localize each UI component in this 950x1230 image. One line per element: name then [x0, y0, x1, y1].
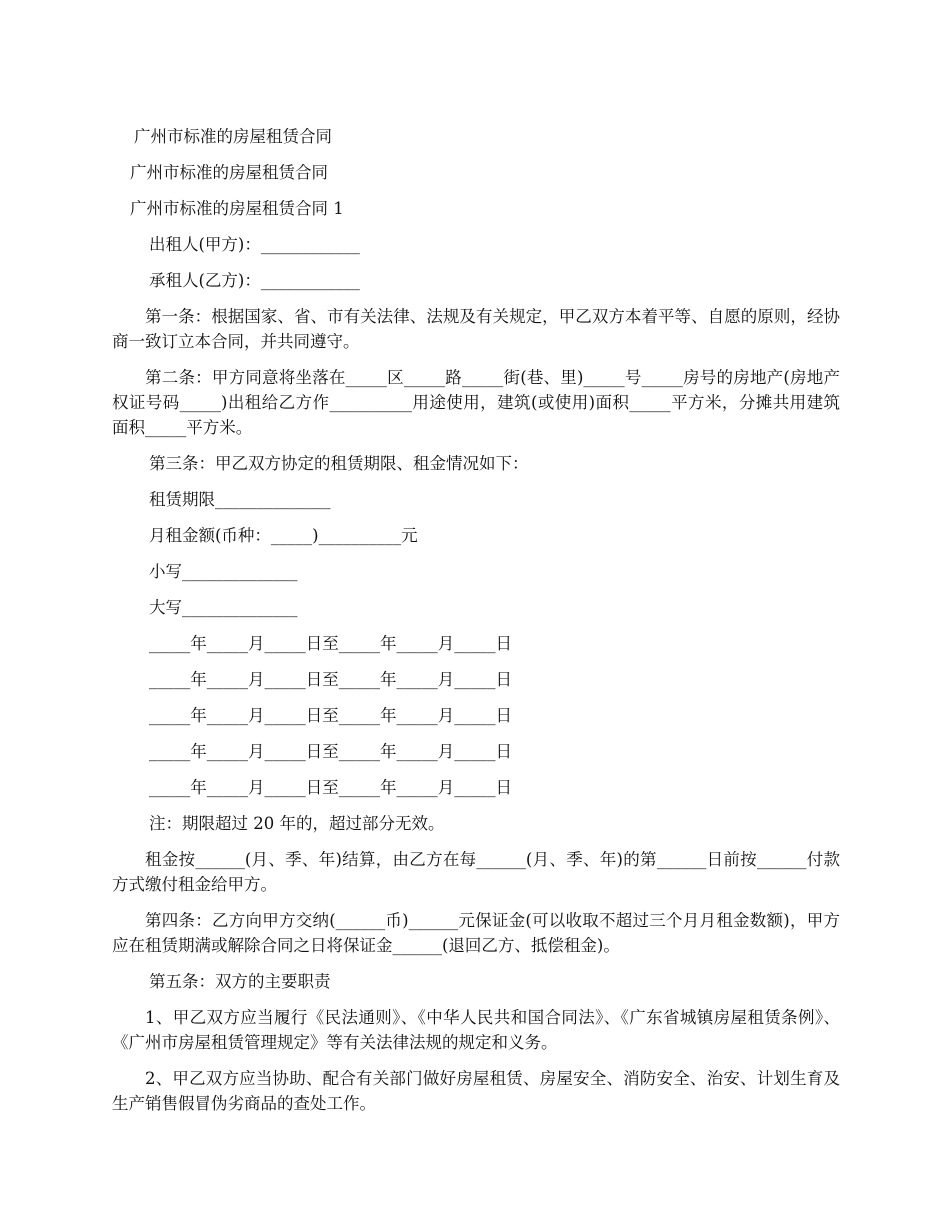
article-4: 第四条：乙方向甲方交纳(______币)______元保证金(可以收取不超过三个月月租金数额)，甲方应在租赁期满或解除合同之日将保证金______(退回乙方、抵偿租金)。 [112, 911, 840, 955]
document-title-3: 广州市标准的房屋租赁合同 1 [130, 199, 344, 218]
amount-capital-line: 大写______________ [149, 598, 298, 617]
article-2: 第二条：甲方同意将坐落在_____区_____路_____街(巷、里)_____号_____房号的房地产(房地产权证号码_____)出租给乙方作__________用途使用，建筑(或使用)面积_____平方米，分摊共用建筑面积_____平方米。 [112, 368, 840, 437]
document-title-1: 广州市标准的房屋租赁合同 [134, 127, 332, 146]
duty-1: 1、甲乙双方应当履行《民法通则》、《中华人民共和国合同法》、《广东省城镇房屋租赁条例》、《广州市房屋租赁管理规定》等有关法律法规的规定和义务。 [112, 1008, 840, 1052]
date-range-line: _____年_____月_____日至_____年_____月_____日 [149, 778, 512, 797]
document-page [112, 124, 840, 1127]
lessor-line: 出租人(甲方)：____________ [149, 235, 360, 254]
date-range-line: _____年_____月_____日至_____年_____月_____日 [149, 742, 512, 761]
duty-2: 2、甲乙双方应当协助、配合有关部门做好房屋租赁、房屋安全、消防安全、治安、计划生育及生产销售假冒伪劣商品的查处工作。 [112, 1069, 840, 1113]
monthly-rent-line: 月租金额(币种：_____)__________元 [149, 526, 418, 545]
date-range-line: _____年_____月_____日至_____年_____月_____日 [149, 706, 512, 725]
lessee-line: 承租人(乙方)：____________ [149, 271, 360, 290]
lease-term-line: 租赁期限______________ [149, 490, 331, 509]
amount-small-line: 小写______________ [149, 562, 298, 581]
article-5: 第五条：双方的主要职责 [149, 972, 331, 991]
document-title-2: 广州市标准的房屋租赁合同 [130, 163, 328, 182]
rent-payment-clause: 租金按______(月、季、年)结算，由乙方在每______(月、季、年)的第______日前按______付款方式缴付租金给甲方。 [112, 850, 840, 894]
date-range-line: _____年_____月_____日至_____年_____月_____日 [149, 634, 512, 653]
term-note: 注：期限超过 20 年的，超过部分无效。 [149, 814, 445, 833]
date-range-line: _____年_____月_____日至_____年_____月_____日 [149, 670, 512, 689]
article-3: 第三条：甲乙双方协定的租赁期限、租金情况如下： [149, 454, 529, 473]
article-1: 第一条：根据国家、省、市有关法律、法规及有关规定，甲乙双方本着平等、自愿的原则，经协商一致订立本合同，并共同遵守。 [112, 307, 840, 351]
